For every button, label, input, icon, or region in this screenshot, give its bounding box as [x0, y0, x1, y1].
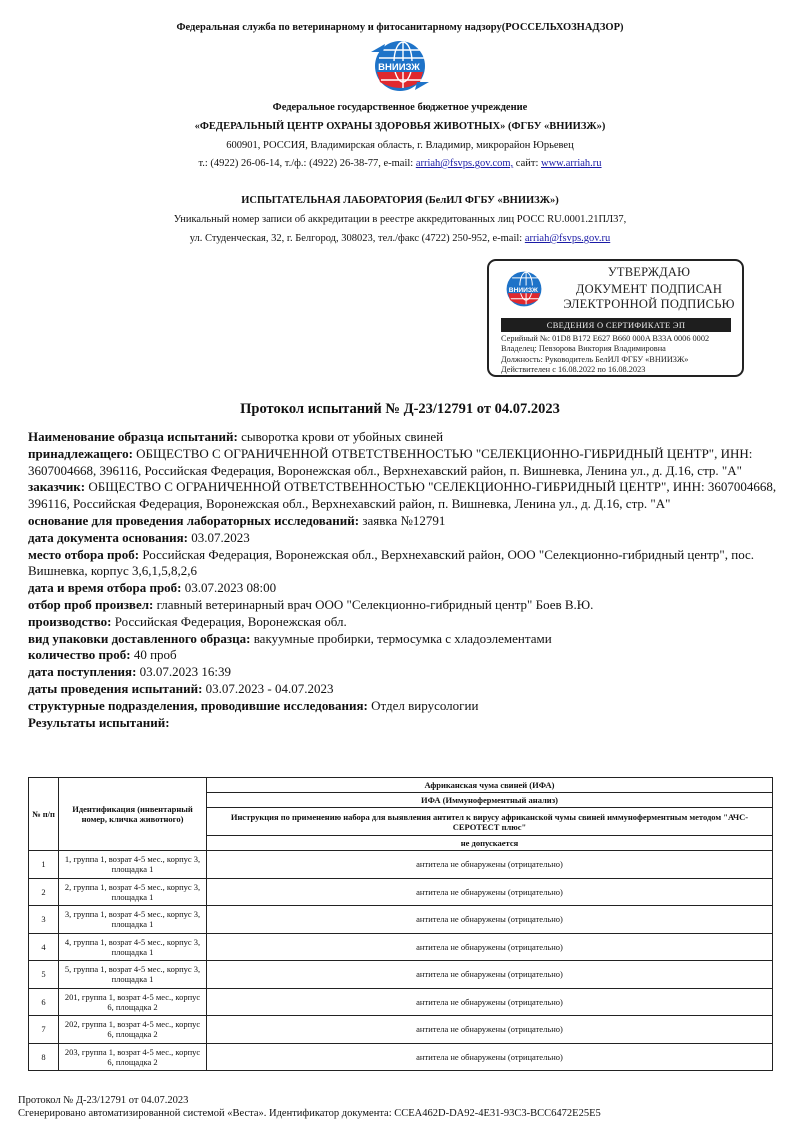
e-signature-stamp: [487, 259, 744, 377]
institution-address: 600901, РОССИЯ, Владимирская область, г. Владимир, микрорайон Юрьевец: [226, 140, 574, 151]
header-instruction: Инструкция по применению набора для выявления антител к вирусу африканской чумы свиней иммуноферментным методом "АЧС-СЕРОТЕСТ плюс": [207, 808, 773, 836]
row-identification: 203, группа 1, возрат 4-5 мес., корпус 6, площадка 2: [59, 1043, 207, 1071]
table-row: [29, 961, 773, 989]
table-row: [29, 988, 773, 1016]
info-row-sample-name: Наименование образца испытаний: сыворотка крови от убойных свиней: [28, 429, 444, 444]
certificate-serial: Серийный №: 01D8 B172 E627 B660 000A B33A 0006 0002: [501, 334, 710, 343]
info-row-received-date: дата поступления: 03.07.2023 16:39: [28, 664, 232, 680]
header-norm: не допускается: [207, 836, 773, 851]
footer-generated: Сгенерировано автоматизированной системой «Веста». Идентификатор документа: CCEA462D-DA92-4E31-93C3-BCC6472E25E5: [18, 1108, 601, 1119]
stamp-signed: ДОКУМЕНТ ПОДПИСАН: [575, 282, 723, 296]
agency-name: Федеральная служба по ветеринарному и фитосанитарному надзору(РОССЕЛЬХОЗНАДЗОР): [176, 22, 624, 33]
row-result: антитела не обнаружены (отрицательно): [207, 878, 773, 906]
row-result: антитела не обнаружены (отрицательно): [207, 933, 773, 961]
info-row-basis: основание для проведения лабораторных исследований: заявка №12791: [28, 512, 446, 528]
certificate-bar: СВЕДЕНИЯ О СЕРТИФИКАТЕ ЭП: [501, 318, 731, 332]
row-result: антитела не обнаружены (отрицательно): [207, 961, 773, 989]
institution-email-link[interactable]: arriah@fsvps.gov.com,: [415, 158, 514, 169]
results-heading: Результаты испытаний:: [28, 714, 170, 730]
certificate-owner: Владелец: Певзорова Виктория Владимировна: [501, 344, 666, 354]
header-disease: Африканская чума свиней (ИФА): [207, 778, 773, 793]
row-result: антитела не обнаружены (отрицательно): [207, 851, 773, 879]
institution-site-link[interactable]: www.arriah.ru: [541, 158, 602, 169]
table-row: [29, 906, 773, 934]
row-number: 5: [29, 961, 59, 989]
vniizh-logo: [367, 38, 433, 94]
footer-protocol: Протокол № Д-23/12791 от 04.07.2023: [18, 1095, 189, 1106]
row-number: 6: [29, 988, 59, 1016]
results-table: [28, 777, 773, 1071]
row-number: 4: [29, 933, 59, 961]
certificate-validity: Действителен с 16.08.2022 по 16.08.2023: [501, 365, 646, 375]
row-result: антитела не обнаружены (отрицательно): [207, 1016, 773, 1044]
row-identification: 4, группа 1, возрат 4-5 мес., корпус 3, площадка 1: [59, 933, 207, 961]
info-row-packaging: вид упаковки доставленного образца: вакуумные пробирки, термосумка с хладоэлементами: [28, 630, 552, 646]
document-footer: [18, 1094, 601, 1120]
protocol-title: Протокол испытаний № Д-23/12791 от 04.07.2023: [240, 401, 560, 417]
table-row: [29, 1016, 773, 1044]
lab-contacts: [0, 233, 800, 244]
table-row: [29, 933, 773, 961]
sample-info: [28, 429, 778, 731]
row-number: 3: [29, 906, 59, 934]
lab-address-text: ул. Студенческая, 32, г. Белгород, 308023, тел./факс (4722) 250-952, e-mail:: [189, 233, 523, 244]
row-number: 2: [29, 878, 59, 906]
header-identification: Идентификация (инвентарный номер, кличка животного): [59, 778, 207, 851]
table-row: [29, 878, 773, 906]
row-identification: 1, группа 1, возрат 4-5 мес., корпус 3, площадка 1: [59, 851, 207, 879]
row-number: 1: [29, 851, 59, 879]
row-result: антитела не обнаружены (отрицательно): [207, 1043, 773, 1071]
institution-name: «ФЕДЕРАЛЬНЫЙ ЦЕНТР ОХРАНЫ ЗДОРОВЬЯ ЖИВОТНЫХ» (ФГБУ «ВНИИЗЖ»): [194, 121, 606, 132]
info-row-sampling-datetime: дата и время отбора проб: 03.07.2023 08:00: [28, 580, 277, 596]
svg-text:ВНИИЗЖ: ВНИИЗЖ: [508, 286, 538, 294]
stamp-electronic: ЭЛЕКТРОННОЙ ПОДПИСЬЮ: [563, 297, 735, 311]
header-number: № п/п: [29, 778, 59, 851]
institution-type: Федеральное государственное бюджетное учреждение: [272, 102, 528, 113]
row-result: антитела не обнаружены (отрицательно): [207, 906, 773, 934]
row-number: 7: [29, 1016, 59, 1044]
info-row-department: структурные подразделения, проводившие исследования: Отдел вирусологии: [28, 697, 479, 713]
info-row-customer: заказчик: ОБЩЕСТВО С ОГРАНИЧЕННОЙ ОТВЕТСТВЕННОСТЬЮ "СЕЛЕКЦИОННО-ГИБРИДНЫЙ ЦЕНТР", ИНН: 3607004668, 396116, Российская Федерация, Воронежская обл., Верхнехавский район, п. Вишневка, Ленина ул., д. Д.16, стр. "А": [28, 479, 777, 512]
table-row: [29, 1043, 773, 1071]
row-identification: 5, группа 1, возрат 4-5 мес., корпус 3, площадка 1: [59, 961, 207, 989]
lab-name: ИСПЫТАТЕЛЬНАЯ ЛАБОРАТОРИЯ (БелИЛ ФГБУ «ВНИИЗЖ»): [241, 195, 559, 206]
row-result: антитела не обнаружены (отрицательно): [207, 988, 773, 1016]
row-identification: 201, группа 1, возрат 4-5 мес., корпус 6, площадка 2: [59, 988, 207, 1016]
contacts-text: т.: (4922) 26-06-14, т./ф.: (4922) 26-38-77, e-mail:: [198, 158, 414, 169]
stamp-approve: УТВЕРЖДАЮ: [607, 265, 691, 279]
row-number: 8: [29, 1043, 59, 1071]
site-label: сайт:: [515, 158, 539, 169]
row-identification: 2, группа 1, возрат 4-5 мес., корпус 3, площадка 1: [59, 878, 207, 906]
table-row: [29, 851, 773, 879]
info-row-production: производство: Российская Федерация, Воронежская обл.: [28, 613, 347, 629]
row-identification: 3, группа 1, возрат 4-5 мес., корпус 3, площадка 1: [59, 906, 207, 934]
info-row-basis-date: дата документа основания: 03.07.2023: [28, 529, 250, 545]
info-row-owner: принадлежащего: ОБЩЕСТВО С ОГРАНИЧЕННОЙ ОТВЕТСТВЕННОСТЬЮ "СЕЛЕКЦИОННО-ГИБРИДНЫЙ ЦЕНТР", ИНН: 3607004668, 396116, Российская Федерация, Воронежская обл., Верхнехавский район, п. Вишневка, Ленина ул., д. Д.16, стр. "А": [28, 445, 753, 478]
info-row-sampling-place: место отбора проб: Российская Федерация, Воронежская обл., Верхнехавский район, ООО "Селекционно-гибридный центр", пос. Вишневка, корпус 3,6,1,5,8,2,6: [28, 546, 755, 579]
stamp-logo: [501, 269, 547, 314]
lab-accreditation: Уникальный номер записи об аккредитации в реестре аккредитованных лиц РОСС RU.0001.21ПЛ37,: [173, 214, 627, 225]
institution-contacts: [0, 158, 800, 169]
row-identification: 202, группа 1, возрат 4-5 мес., корпус 6, площадка 2: [59, 1016, 207, 1044]
logo-text: ВНИИЗЖ: [378, 62, 420, 73]
header-method: ИФА (Иммуноферментный анализ): [207, 793, 773, 808]
certificate-details: [501, 334, 709, 376]
lab-email-link[interactable]: arriah@fsvps.gov.ru: [524, 233, 611, 244]
certificate-position: Должность: Руководитель БелИЛ ФГБУ «ВНИИЗЖ»: [501, 354, 689, 364]
info-row-test-dates: даты проведения испытаний: 03.07.2023 - 04.07.2023: [28, 680, 334, 696]
info-row-sampler: отбор проб произвел: главный ветеринарный врач ООО "Селекционно-гибридный центр" Боев В.Ю.: [28, 596, 594, 612]
info-row-sample-count: количество проб: 40 проб: [28, 647, 177, 663]
